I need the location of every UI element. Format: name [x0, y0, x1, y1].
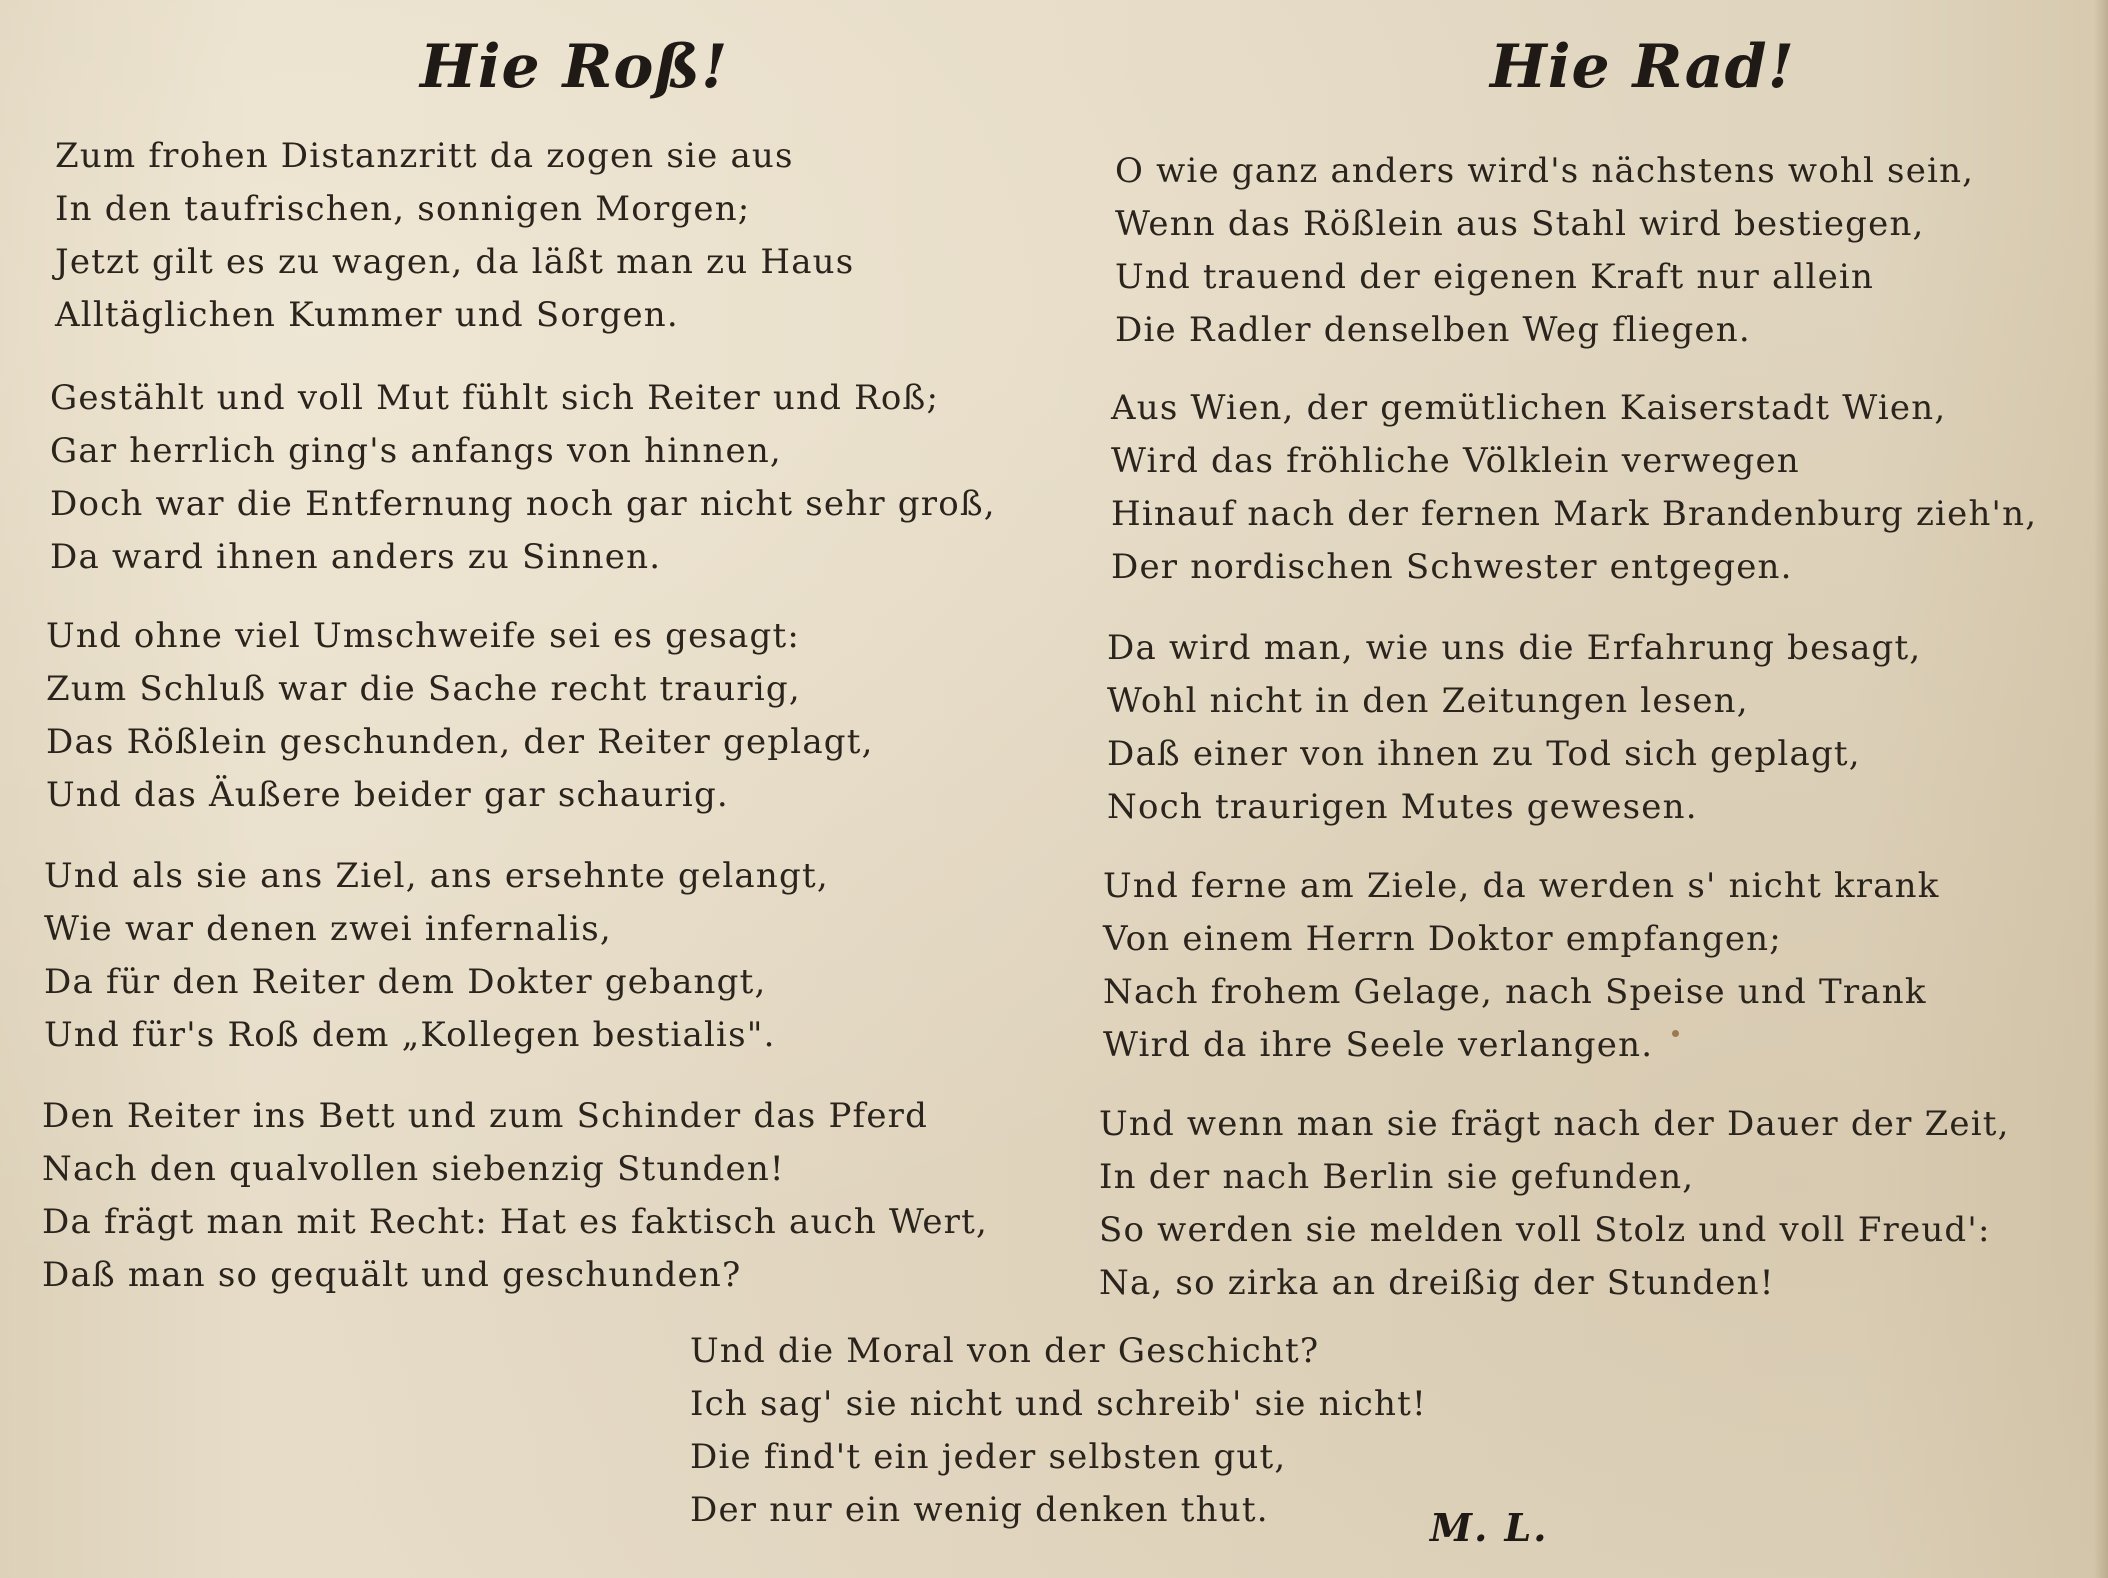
poem-line: Daß einer von ihnen zu Tod sich geplagt,	[1107, 734, 1861, 774]
poem-line: Und das Äußere beider gar schaurig.	[46, 775, 729, 815]
poem-line: Doch war die Entfernung noch gar nicht sehr groß,	[50, 484, 996, 524]
right-poem-title: Hie Rad!	[1490, 32, 1795, 102]
right-stanza-4	[1103, 860, 2103, 1072]
poem-line: Und ferne am Ziele, da werden s' nicht krank	[1103, 866, 1940, 906]
poem-line: Wird da ihre Seele verlangen.	[1103, 1025, 1654, 1065]
poem-line: Alltäglichen Kummer und Sorgen.	[55, 295, 679, 335]
poem-line: Und wenn man sie frägt nach der Dauer der Zeit,	[1099, 1104, 2010, 1144]
poem-line: In der nach Berlin sie gefunden,	[1099, 1157, 1695, 1197]
poem-line: Wenn das Rößlein aus Stahl wird bestiegen,	[1115, 204, 1925, 244]
poem-line: Da für den Reiter dem Dokter gebangt,	[44, 962, 767, 1002]
left-stanza-5	[42, 1090, 1042, 1302]
poem-line: Nach den qualvollen siebenzig Stunden!	[42, 1149, 785, 1189]
poem-line: Hinauf nach der fernen Mark Brandenburg zieh'n,	[1111, 494, 2038, 534]
poem-line: Wie war denen zwei infernalis,	[44, 909, 612, 949]
poem-line: Zum frohen Distanzritt da zogen sie aus	[55, 136, 794, 176]
poem-line: Das Rößlein geschunden, der Reiter geplagt,	[46, 722, 874, 762]
poem-line: Die Radler denselben Weg fliegen.	[1115, 310, 1751, 350]
poem-line: O wie ganz anders wird's nächstens wohl sein,	[1115, 151, 1975, 191]
poem-line: So werden sie melden voll Stolz und voll Freud':	[1099, 1210, 1991, 1250]
poem-line: Und als sie ans Ziel, ans ersehnte gelangt,	[44, 856, 829, 896]
poem-line: Jetzt gilt es zu wagen, da läßt man zu Haus	[55, 242, 855, 282]
ink-speck	[1672, 1030, 1679, 1037]
poem-line: Von einem Herrn Doktor empfangen;	[1103, 919, 1782, 959]
poem-line: Aus Wien, der gemütlichen Kaiserstadt Wien,	[1111, 388, 1947, 428]
poem-line: Gar herrlich ging's anfangs von hinnen,	[50, 431, 782, 471]
poem-line: Da wird man, wie uns die Erfahrung besagt,	[1107, 628, 1922, 668]
left-stanza-3	[46, 610, 1046, 822]
poem-line: Und für's Roß dem „Kollegen bestialis".	[44, 1015, 776, 1055]
poem-line: Na, so zirka an dreißig der Stunden!	[1099, 1263, 1775, 1303]
poem-line: In den taufrischen, sonnigen Morgen;	[55, 189, 751, 229]
poem-line: Gestählt und voll Mut fühlt sich Reiter und Roß;	[50, 378, 940, 418]
right-stanza-1	[1115, 145, 2108, 357]
poem-line: Da frägt man mit Recht: Hat es faktisch auch Wert,	[42, 1202, 988, 1242]
poem-line: Den Reiter ins Bett und zum Schinder das Pferd	[42, 1096, 929, 1136]
right-stanza-2	[1111, 382, 2108, 594]
poem-line: Ich sag' sie nicht und schreib' sie nicht!	[690, 1384, 1427, 1424]
poem-line: Und die Moral von der Geschicht?	[690, 1331, 1320, 1371]
poem-line: Und ohne viel Umschweife sei es gesagt:	[46, 616, 801, 656]
poem-line: Wird das fröhliche Völklein verwegen	[1111, 441, 1800, 481]
poem-line: Noch traurigen Mutes gewesen.	[1107, 787, 1698, 827]
poem-line: Der nur ein wenig denken thut.	[690, 1490, 1269, 1530]
left-poem-title: Hie Roß!	[420, 32, 729, 102]
author-signature: M. L.	[1430, 1505, 1549, 1550]
poem-line: Nach frohem Gelage, nach Speise und Trank	[1103, 972, 1927, 1012]
right-stanza-5	[1099, 1098, 2099, 1310]
right-stanza-3	[1107, 622, 2107, 834]
left-stanza-2	[50, 372, 1050, 584]
left-stanza-1	[55, 130, 1055, 342]
poem-line: Da ward ihnen anders zu Sinnen.	[50, 537, 662, 577]
poem-line: Und trauend der eigenen Kraft nur allein	[1115, 257, 1875, 297]
poem-line: Zum Schluß war die Sache recht traurig,	[46, 669, 801, 709]
poem-line: Der nordischen Schwester entgegen.	[1111, 547, 1793, 587]
moral-stanza	[690, 1325, 1490, 1537]
poem-line: Die find't ein jeder selbsten gut,	[690, 1437, 1287, 1477]
left-stanza-4	[44, 850, 1044, 1062]
poem-line: Daß man so gequält und geschunden?	[42, 1255, 742, 1295]
poem-line: Wohl nicht in den Zeitungen lesen,	[1107, 681, 1749, 721]
